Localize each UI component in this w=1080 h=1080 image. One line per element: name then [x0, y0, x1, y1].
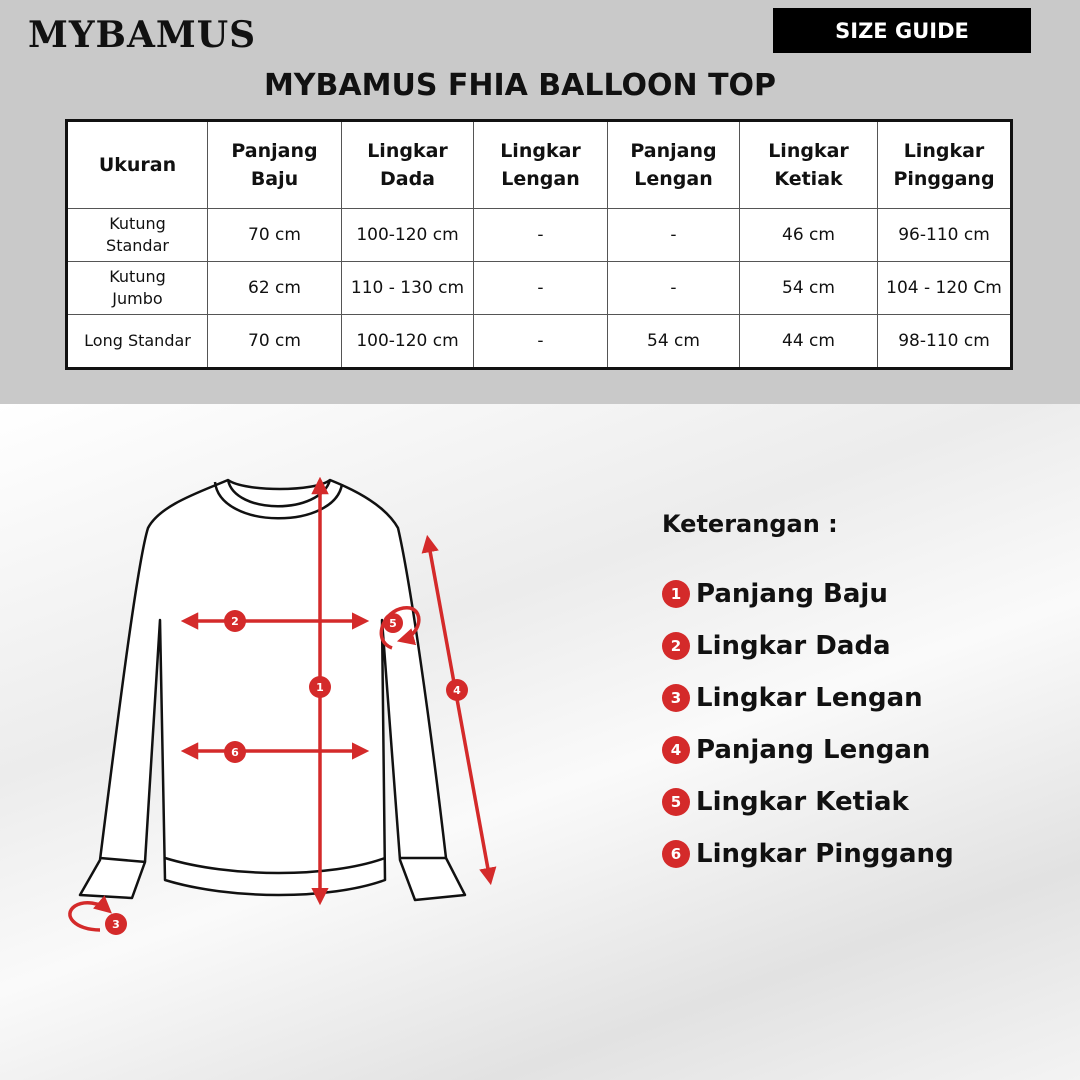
legend-item: [662, 828, 954, 880]
size-cell: Long Standar: [67, 315, 208, 369]
table-cell: -: [608, 209, 740, 262]
sweater-outline-icon: [80, 480, 465, 900]
size-guide-badge: SIZE GUIDE: [773, 8, 1031, 53]
header-arm-circumference: Lingkar Lengan: [474, 121, 608, 209]
table-cell: 96-110 cm: [878, 209, 1012, 262]
svg-text:2: 2: [231, 615, 239, 628]
table-cell: 44 cm: [740, 315, 878, 369]
table-cell: 70 cm: [208, 315, 342, 369]
table-cell: 54 cm: [608, 315, 740, 369]
legend-title: Keterangan :: [662, 510, 838, 538]
table-cell: -: [474, 315, 608, 369]
legend-number-badge: 1: [662, 580, 690, 608]
legend-item: [662, 620, 954, 672]
marker-6: [224, 741, 246, 763]
legend-item: [662, 672, 954, 724]
legend-label: Panjang Lengan: [696, 735, 931, 765]
marker-5: [383, 613, 403, 633]
marker-3: [105, 913, 127, 935]
legend-label: Lingkar Lengan: [696, 683, 923, 713]
marker-2: [224, 610, 246, 632]
legend-label: Lingkar Ketiak: [696, 787, 909, 817]
table-cell: -: [474, 209, 608, 262]
size-cell: Kutung Standar: [67, 209, 208, 262]
table-cell: -: [608, 262, 740, 315]
table-cell: 46 cm: [740, 209, 878, 262]
legend-list: [662, 568, 954, 880]
table-cell: 100-120 cm: [342, 315, 474, 369]
svg-text:3: 3: [112, 918, 120, 931]
header-armpit: Lingkar Ketiak: [740, 121, 878, 209]
marker-4: [446, 679, 468, 701]
svg-text:6: 6: [231, 746, 239, 759]
brand-logo: MYBAMUS: [28, 14, 257, 56]
table-cell: -: [474, 262, 608, 315]
legend-item: [662, 776, 954, 828]
header-body-length: Panjang Baju: [208, 121, 342, 209]
header-sleeve-length: Panjang Lengan: [608, 121, 740, 209]
table-cell: 98-110 cm: [878, 315, 1012, 369]
legend-number-badge: 6: [662, 840, 690, 868]
legend-label: Lingkar Pinggang: [696, 839, 954, 869]
table-cell: 70 cm: [208, 209, 342, 262]
legend-label: Panjang Baju: [696, 579, 888, 609]
table-cell: 110 - 130 cm: [342, 262, 474, 315]
svg-text:5: 5: [389, 617, 397, 630]
arrow-arm-circumference: [70, 903, 108, 930]
legend-label: Lingkar Dada: [696, 631, 891, 661]
table-cell: 62 cm: [208, 262, 342, 315]
table-cell: 104 - 120 Cm: [878, 262, 1012, 315]
svg-text:1: 1: [316, 681, 324, 694]
legend-number-badge: 5: [662, 788, 690, 816]
header-waist: Lingkar Pinggang: [878, 121, 1012, 209]
legend-number-badge: 2: [662, 632, 690, 660]
header-chest: Lingkar Dada: [342, 121, 474, 209]
table-cell: 54 cm: [740, 262, 878, 315]
legend-item: [662, 568, 954, 620]
svg-text:4: 4: [453, 684, 461, 697]
header-size: Ukuran: [67, 121, 208, 209]
table-cell: 100-120 cm: [342, 209, 474, 262]
marker-1: [309, 676, 331, 698]
legend-number-badge: 4: [662, 736, 690, 764]
product-title: MYBAMUS FHIA BALLOON TOP: [263, 68, 777, 103]
legend-number-badge: 3: [662, 684, 690, 712]
legend-item: [662, 724, 954, 776]
size-cell: Kutung Jumbo: [67, 262, 208, 315]
